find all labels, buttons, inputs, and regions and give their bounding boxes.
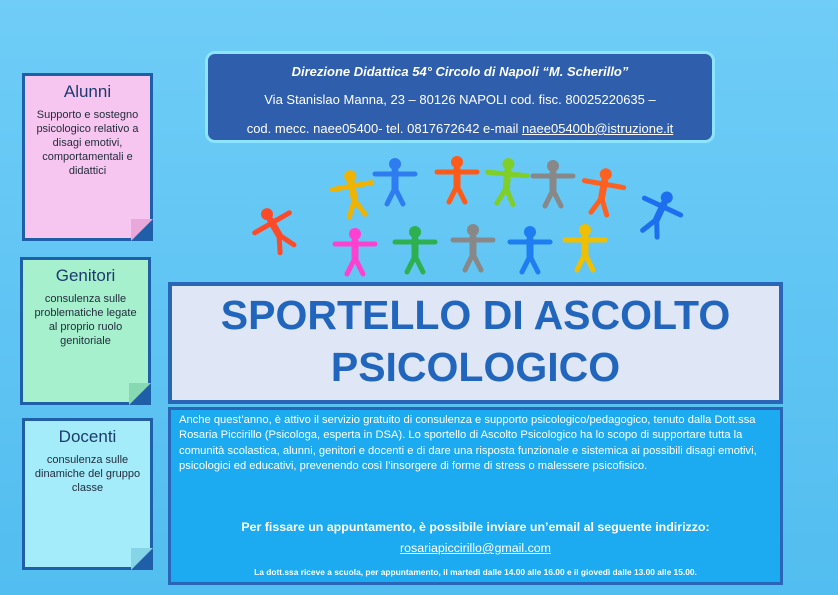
school-email-link[interactable]: naee05400b@istruzione.it: [522, 121, 674, 136]
person-figure-icon: [510, 226, 550, 272]
main-title-line2: PSICOLOGICO: [330, 344, 621, 390]
person-figure-icon: [565, 224, 605, 270]
service-description: Anche quest’anno, è attivo il servizio gratuito di consulenza e supporto psicologico/pedagogico, tenuto dalla Dott.ssa Rosaria Piccirillo (Psicologa, esperta in DSA). Lo sportello di Ascolto Psicologico ha lo scopo di supportare tutta la comunità scolastica, alunni, genitori e docenti e di dare una risposta funzionale e sistemica ai possibili disagi emotivi, psicologici ed educativi, prevenendo così l’insorgere di forme di stress o malessere psicofisico.: [179, 414, 757, 473]
page-fold-icon: [131, 548, 153, 570]
person-figure-icon: [437, 156, 477, 202]
note-genitori: [20, 257, 151, 405]
people-circle-illustration: [245, 150, 695, 280]
school-name: Direzione Didattica 54° Circolo di Napoli “M. Scherillo”: [291, 64, 629, 79]
person-figure-icon: [579, 165, 626, 217]
person-figure-icon: [375, 158, 415, 204]
info-box: [168, 407, 783, 585]
note-alunni-title: Alunni: [63, 82, 112, 101]
note-docenti-text: consulenza sulle dinamiche del gruppo classe: [34, 454, 141, 494]
school-address: Via Stanislao Manna, 23 – 80126 NAPOLI cod. fisc. 80025220635 –: [264, 92, 656, 107]
school-contacts: [208, 121, 712, 136]
note-docenti: [22, 418, 153, 570]
person-figure-icon: [395, 226, 435, 272]
note-alunni-text: Supporto e sostegno psicologico relativo a disagi emotivi, comportamentali e didattici: [36, 109, 139, 177]
school-contacts-text: cod. mecc. naee05400- tel. 0817672642 e-mail: [246, 121, 523, 136]
person-figure-icon: [335, 228, 375, 274]
page-fold-icon: [129, 383, 151, 405]
person-figure-icon: [247, 199, 305, 259]
note-docenti-title: Docenti: [58, 427, 117, 446]
contact-email-link[interactable]: rosariapiccirillo@gmail.com: [400, 541, 551, 555]
person-figure-icon: [329, 167, 376, 219]
school-header: [205, 51, 715, 143]
person-figure-icon: [533, 160, 573, 206]
main-title-line1: SPORTELLO DI ASCOLTO: [220, 292, 731, 338]
note-genitori-text: consulenza sulle problematiche legate al proprio ruolo genitoriale: [34, 293, 137, 347]
note-alunni: [22, 73, 153, 241]
reception-hours: La dott.ssa riceve a scuola, per appuntamento, il martedì dalle 14.00 alle 16.00 e il giovedì dalle 13.00 alle 15.00.: [254, 567, 697, 577]
note-genitori-title: Genitori: [55, 266, 116, 285]
person-figure-icon: [632, 184, 688, 243]
person-figure-icon: [453, 224, 493, 270]
page-fold-icon: [131, 219, 153, 241]
person-figure-icon: [485, 156, 529, 205]
main-title-box: [168, 282, 783, 404]
appointment-instructions: Per fissare un appuntamento, è possibile inviare un’email al seguente indirizzo:: [241, 520, 710, 534]
